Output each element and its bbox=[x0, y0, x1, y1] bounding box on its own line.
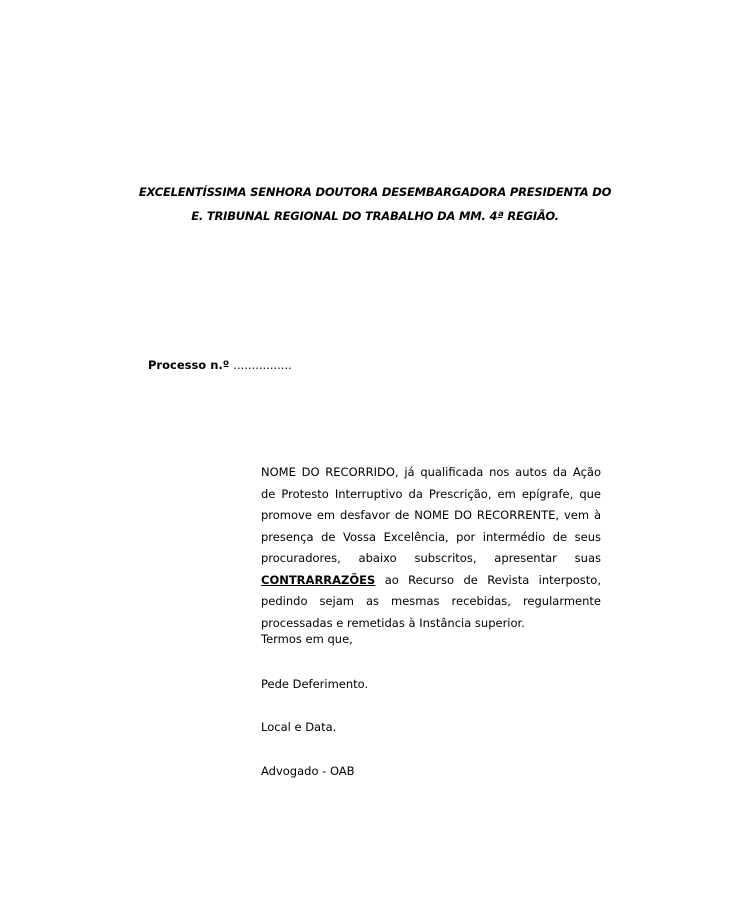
process-label: Processo n.º bbox=[148, 358, 230, 372]
process-number bbox=[148, 358, 292, 372]
closing-local-data: Local e Data. bbox=[261, 720, 337, 734]
closing-termos: Termos em que, bbox=[261, 632, 353, 646]
body-emphasis: CONTRARRAZÕES bbox=[261, 572, 376, 587]
body-text-part-1: NOME DO RECORRIDO, já qualificada nos autos da Ação de Protesto Interruptivo da Prescrição, em epígrafe, que promove em desfavor de NOME DO RECORRENTE, vem à presença de Vossa Excelência, por intermédio de seus procuradores, abaixo subscritos, apresentar suas bbox=[261, 465, 601, 565]
header-line-1: EXCELENTÍSSIMA SENHORA DOUTORA DESEMBARGADORA PRESIDENTA DO bbox=[138, 185, 612, 199]
header-line-2: E. TRIBUNAL REGIONAL DO TRABALHO DA MM. 4ª REGIÃO. bbox=[191, 209, 559, 223]
closing-pede-deferimento: Pede Deferimento. bbox=[261, 677, 369, 691]
body-text-part-2: ao Recurso de Revista interposto, pedindo sejam as mesmas recebidas, regularmente processadas e remetidas à Instância superior. bbox=[261, 572, 601, 630]
body-paragraph bbox=[261, 462, 601, 634]
document-header bbox=[60, 180, 690, 228]
closing-advogado: Advogado - OAB bbox=[261, 764, 355, 778]
process-number-blank: ................ bbox=[233, 358, 292, 372]
